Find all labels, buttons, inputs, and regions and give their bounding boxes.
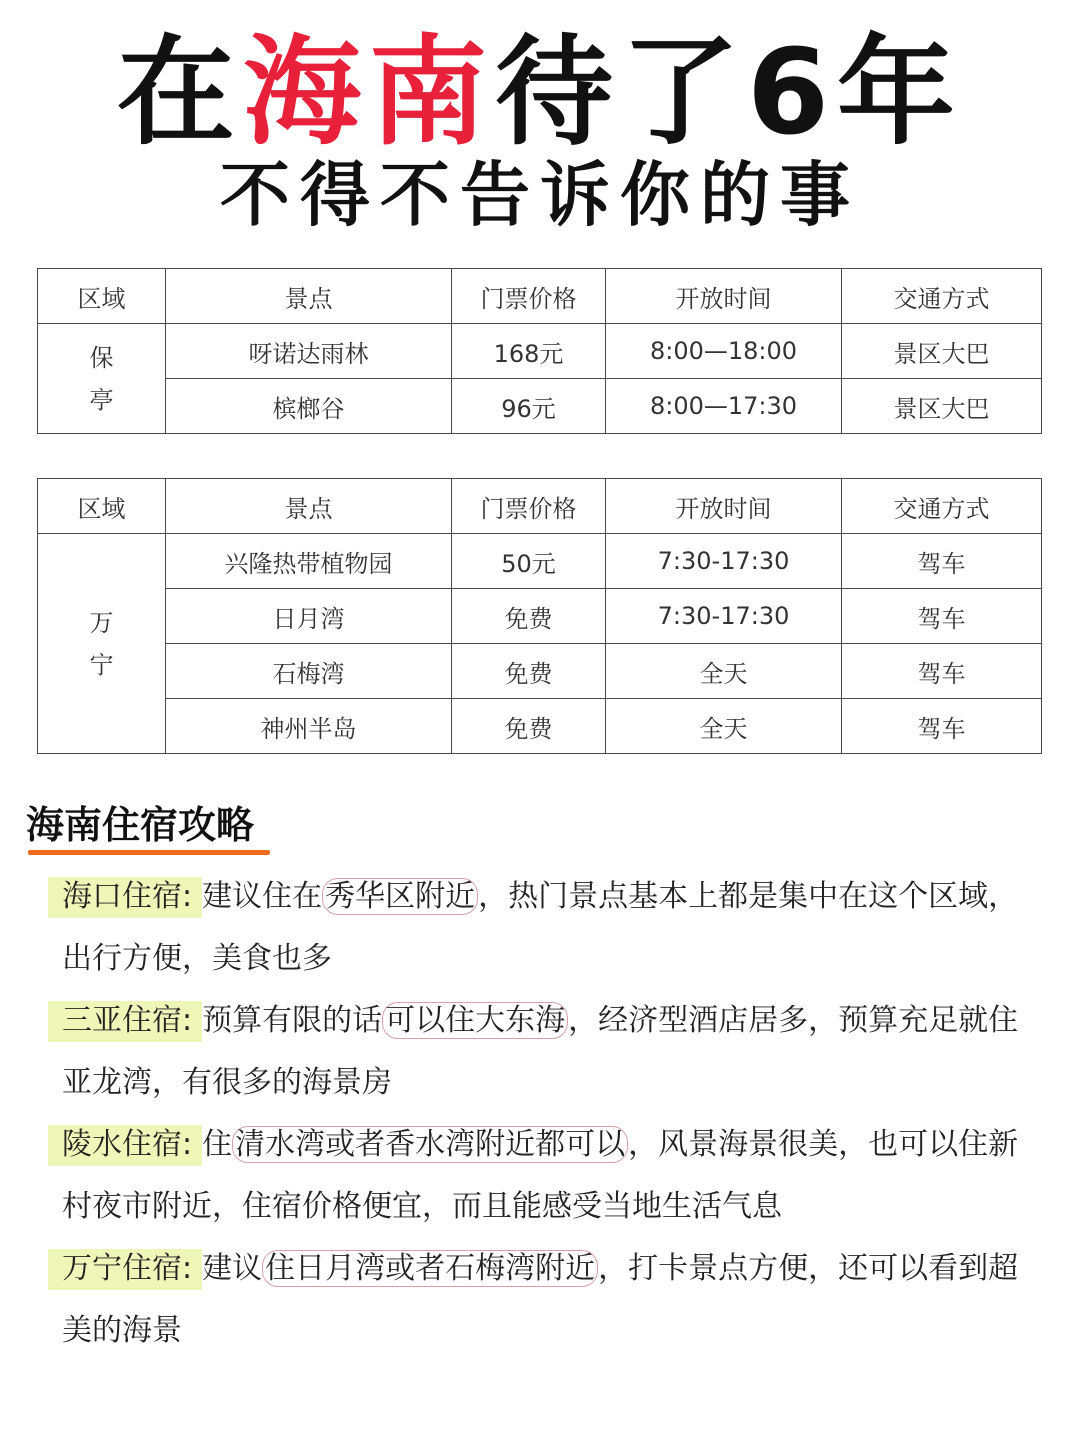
lodging-section-title: 海南住宿攻略: [26, 803, 255, 847]
lodging-text: 出行方便，美食也多: [62, 941, 332, 976]
price-cell: 免费: [452, 644, 606, 699]
hours-cell: 7:30-17:30: [606, 534, 842, 589]
lodging-text: 住: [202, 1127, 233, 1162]
spot-cell: 石梅湾: [166, 644, 452, 699]
spot-cell: 日月湾: [166, 589, 452, 644]
lodging-text: ，热门景点基本上都是集中在这个区域，: [478, 879, 1019, 914]
table-row: [38, 534, 1042, 589]
transport-cell: 驾车: [842, 699, 1042, 754]
attractions-table-baoting: [37, 268, 1042, 434]
circled-highlight: 清水湾或者香水湾附近都可以: [232, 1126, 628, 1163]
spot-cell: 神州半岛: [166, 699, 452, 754]
region-cell: [38, 534, 166, 754]
header-cell: 交通方式: [842, 269, 1042, 324]
table-header-row: [38, 479, 1042, 534]
header-cell: 区域: [38, 479, 166, 534]
page-title: [0, 22, 1080, 162]
table-header-row: [38, 269, 1042, 324]
lodging-text: 建议: [202, 1251, 263, 1286]
hours-cell: 全天: [606, 644, 842, 699]
region-char: 宁: [89, 650, 114, 679]
lodging-label: 万宁住宿:: [48, 1249, 202, 1290]
hours-cell: 8:00—17:30: [606, 379, 842, 434]
attractions-table-wanning: [37, 478, 1042, 754]
lodging-text: 美的海景: [62, 1313, 182, 1348]
title-underline: [28, 850, 270, 855]
lodging-item-haikou: [48, 866, 1046, 990]
spot-cell: 兴隆热带植物园: [166, 534, 452, 589]
lodging-label: 陵水住宿:: [48, 1125, 202, 1166]
price-cell: 免费: [452, 699, 606, 754]
spot-cell: 呀诺达雨林: [166, 324, 452, 379]
lodging-text: ，风景海景很美，也可以住新: [628, 1127, 1019, 1162]
header-cell: 景点: [166, 479, 452, 534]
circled-highlight: 可以住大东海: [382, 1002, 568, 1039]
lodging-text: 村夜市附近，住宿价格便宜，而且能感受当地生活气息: [62, 1189, 782, 1224]
table-row: [38, 699, 1042, 754]
region-cell: [38, 324, 166, 434]
transport-cell: 景区大巴: [842, 324, 1042, 379]
header-cell: 区域: [38, 269, 166, 324]
title-part1: 在: [116, 23, 243, 161]
header-cell: 门票价格: [452, 269, 606, 324]
price-cell: 免费: [452, 589, 606, 644]
lodging-label: 海口住宿:: [48, 877, 202, 918]
lodging-text: 预算有限的话: [202, 1003, 383, 1038]
table-row: [38, 324, 1042, 379]
header-cell: 开放时间: [606, 479, 842, 534]
spot-cell: 槟榔谷: [166, 379, 452, 434]
table-row: [38, 379, 1042, 434]
header-cell: 交通方式: [842, 479, 1042, 534]
transport-cell: 驾车: [842, 589, 1042, 644]
hours-cell: 全天: [606, 699, 842, 754]
page-subtitle: 不得不告诉你的事: [220, 154, 860, 236]
header-cell: 景点: [166, 269, 452, 324]
region-char: 亭: [89, 385, 114, 414]
circled-highlight: 秀华区附近: [322, 878, 478, 915]
region-char: 保: [89, 343, 114, 372]
hours-cell: 7:30-17:30: [606, 589, 842, 644]
hours-cell: 8:00—18:00: [606, 324, 842, 379]
transport-cell: 驾车: [842, 534, 1042, 589]
title-part2: 待了6年: [494, 23, 964, 161]
table-row: [38, 644, 1042, 699]
price-cell: 168元: [452, 324, 606, 379]
transport-cell: 景区大巴: [842, 379, 1042, 434]
price-cell: 96元: [452, 379, 606, 434]
table-row: [38, 589, 1042, 644]
lodging-item-sanya: [48, 990, 1046, 1114]
lodging-text: 亚龙湾，有很多的海景房: [62, 1065, 392, 1100]
price-cell: 50元: [452, 534, 606, 589]
transport-cell: 驾车: [842, 644, 1042, 699]
lodging-item-lingshui: [48, 1114, 1046, 1238]
header-cell: 开放时间: [606, 269, 842, 324]
lodging-text: ，打卡景点方便，还可以看到超: [598, 1251, 1019, 1286]
header-cell: 门票价格: [452, 479, 606, 534]
region-char: 万: [89, 608, 114, 637]
circled-highlight: 住日月湾或者石梅湾附近: [262, 1250, 598, 1287]
title-highlight: 海南: [242, 23, 495, 161]
lodging-text: ，经济型酒店居多，预算充足就住: [568, 1003, 1019, 1038]
lodging-text: 建议住在: [202, 879, 323, 914]
lodging-label: 三亚住宿:: [48, 1001, 202, 1042]
lodging-item-wanning: [48, 1238, 1046, 1362]
